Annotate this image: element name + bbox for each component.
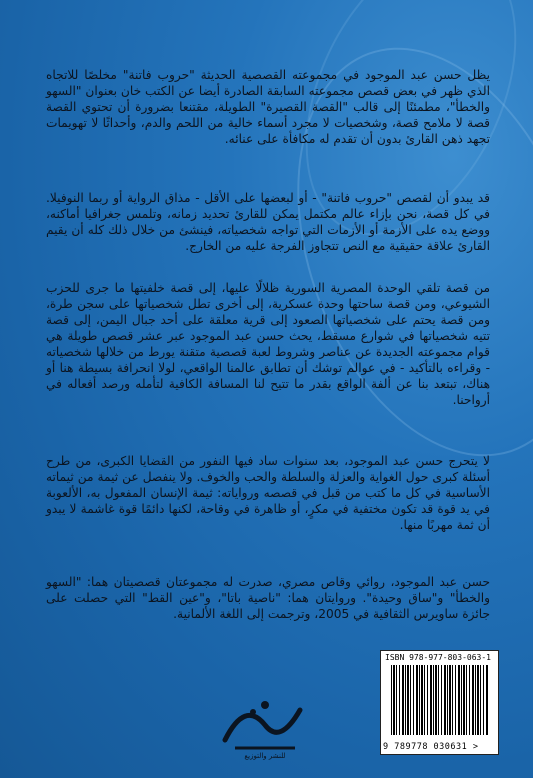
barcode-digits: 9 789778 030631 > — [383, 742, 479, 752]
author-bio-paragraph: حسن عبد الموجود، روائي وقاص مصري، صدرت له مجموعتان قصصيتان هما: "السهو والخطأ" و"ساق وحيدة". وروايتان هما: "ناصية باتا"، و"عين القط" التي حصلت على جائزة ساويرس الثقافية في 2005، وترجمت إلى اللغة الألمانية. — [46, 575, 490, 622]
blurb-paragraph-1: يظل حسن عبد الموجود في مجموعته القصصية الحديثة "حروب فاتنة" مخلصًا للاتجاه الذي ظهر في بعض قصص مجموعته السابقة الصادرة أيضا عن الكتب خان بعنوان "السهو والخطأ"، مطمئنًا إلى قالب "القصة القصيرة" الطويلة، مقتنعا بضرورة أن تحتوي القصة قصة لا ملامح قصة، وشخصيات لا مجرد أسماء خالية من اللحم والدم، وأحداثًا لا تهويمات تجهد ذهن القارئ بدون أن تقدم له مكافأة على عنائه. — [46, 68, 490, 147]
isbn-label: ISBN 978-977-803-063-1 — [385, 653, 491, 662]
barcode-bars — [391, 665, 489, 735]
blurb-paragraph-2: قد يبدو أن لقصص "حروب فاتنة" - أو لبعضها على الأقل - مذاق الرواية أو ربما النوفيلا. في كل قصة، نحن بإزاء عالم مكتمل يمكن للقارئ تحديد زمانه، وتلمس جغرافيا أماكنه، ووضع يده على الأزمة أو الأزمات التي تواجه شخصياته، فينشئ من خلال ذلك كله أن يقيم القارئ علاقة حقيقية مع النص تتجاوز الفرجة عليه من الخارج. — [46, 191, 490, 254]
publisher-logo — [205, 690, 325, 760]
isbn-barcode — [380, 650, 499, 755]
publisher-subtitle: للنشر والتوزيع — [244, 752, 286, 760]
blurb-paragraph-3: من قصة تلقي الوحدة المصرية السورية ظلالًا عليها، إلى قصة خلفيتها ما جرى للحزب الشيوعي، ومن قصة ساحتها وحدة عسكرية، إلى أخرى تطل شخصياتها على سجن طرة، ومن قصة يحتم على شخصياتها الصعود إلى قرية معلقة على أحد جبال اليمن، إلى قصة تتيه شخصياتها في شوارع مسقط، يحث حسن عبد الموجود عبر عشر قصص طويلة هي قوام مجموعته الجديدة عن عناصر وشروط لعبة قصصية متقنة يورط من خلالها شخصياته - وقراءه بالتأكيد - في عوالم توشك أن تطابق عالمنا الواقعي، لولا انحرافة بسيطة هنا أو هناك، تبتعد بنا عن ألفة الواقع بقدر ما تتيح لنا المسافة الكافية لتأمله ورصد أفعاله في أرواحنا. — [46, 281, 490, 408]
blurb-paragraph-4: لا يتحرج حسن عبد الموجود، بعد سنوات ساد فيها النفور من القضايا الكبرى، من طرح أسئلة كبرى حول الغواية والعزلة والسلطة والحب والخوف. ولا ينفصل عن ثيمة من ثيماته الأساسية في كل ما كتب من قبل في قصصه ورواياته: ثيمة الإنسان المفعول به، الألعوبة في يد قوة قد تكون مختفية في مكرٍ، أو ظاهرة في وقاحة، لكنها دائمًا قوة غاشمة لا يبدو أن ثمة مهربًا منها. — [46, 454, 490, 533]
